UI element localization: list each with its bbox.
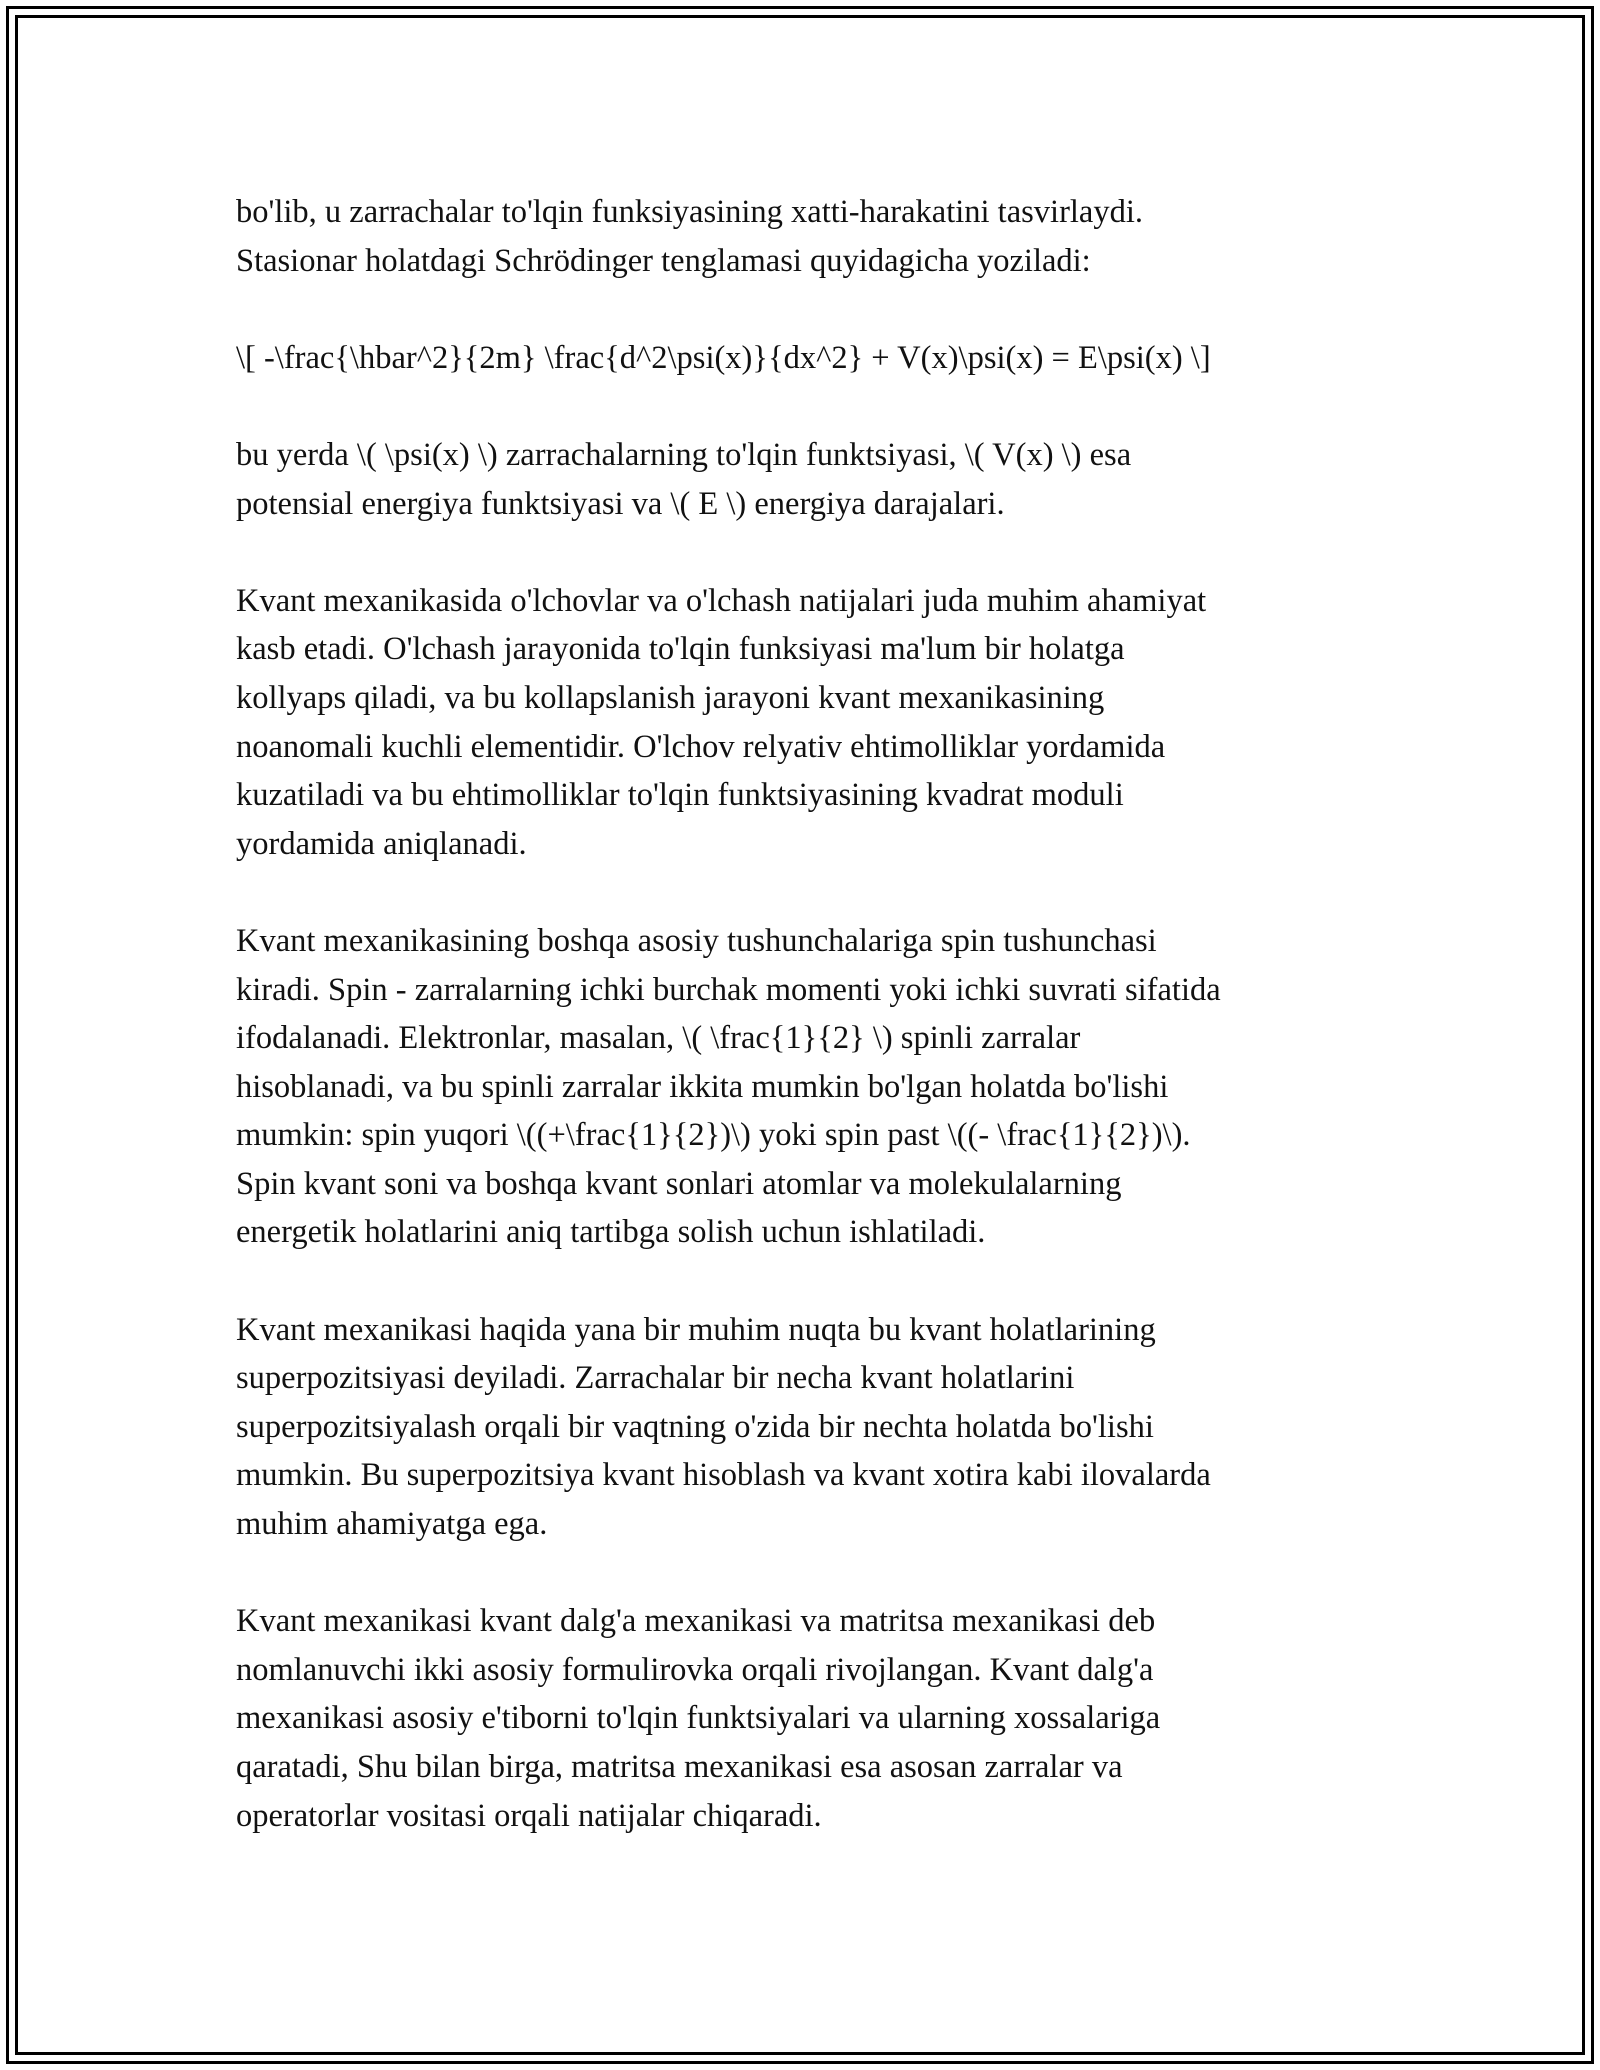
text-line: noanomali kuchli elementidir. O'lchov relyativ ehtimolliklar yordamida [236, 728, 1166, 765]
text-line: operatorlar vositasi orqali natijalar chiqaradi. [236, 1797, 822, 1834]
text-line: bu yerda \( \psi(x) \) zarrachalarning to'lqin funktsiyasi, \( V(x) \) esa [236, 436, 1132, 473]
text-line: muhim ahamiyatga ega. [236, 1506, 548, 1543]
text-line: nomlanuvchi ikki asosiy formulirovka orqali rivojlangan. Kvant dalg'a [236, 1651, 1154, 1688]
text-line: qaratadi, Shu bilan birga, matritsa mexanikasi esa asosan zarralar va [236, 1749, 1123, 1785]
paragraph-equation [236, 334, 1366, 383]
text-line: mexanikasi asosiy e'tiborni to'lqin funktsiyalari va ularning xossalariga [236, 1700, 1161, 1737]
equation-line: \[ -\frac{\hbar^2}{2m} \frac{d^2\psi(x)}{dx^2} + V(x)\psi(x) = E\psi(x) \] [236, 339, 1211, 376]
paragraph-intro-schrodinger [236, 188, 1366, 285]
paragraph-measurement [236, 577, 1366, 869]
text-line: Spin kvant soni va boshqa kvant sonlari atomlar va molekulalarning [236, 1165, 1122, 1202]
text-line: kollyaps qiladi, va bu kollapslanish jarayoni kvant mexanikasining [236, 679, 1105, 716]
text-line: ifodalanadi. Elektronlar, masalan, \( \frac{1}{2} \) spinli zarralar [236, 1020, 1081, 1057]
text-line: kasb etadi. O'lchash jarayonida to'lqin funksiyasi ma'lum bir holatga [236, 631, 1125, 668]
text-line: Kvant mexanikasining boshqa asosiy tushunchalariga spin tushunchasi [236, 922, 1157, 959]
text-line: Kvant mexanikasi kvant dalg'a mexanikasi va matritsa mexanikasi deb [236, 1603, 1156, 1640]
paragraph-spin [236, 917, 1366, 1257]
text-line: bo'lib, u zarrachalar to'lqin funksiyasining xatti-harakatini tasvirlaydi. [236, 194, 1144, 230]
paragraph-superposition [236, 1306, 1366, 1549]
text-line: potensial energiya funktsiyasi va \( E \) energiya darajalari. [236, 485, 1005, 522]
text-line: mumkin: spin yuqori \((+\frac{1}{2})\) yoki spin past \((- \frac{1}{2})\). [236, 1117, 1191, 1154]
text-line: kuzatiladi va bu ehtimolliklar to'lqin funktsiyasining kvadrat moduli [236, 777, 1124, 814]
text-line: kiradi. Spin - zarralarning ichki burchak momenti yoki ichki suvrati sifatida [236, 971, 1221, 1008]
document-body [236, 188, 1366, 1889]
text-line: Kvant mexanikasida o'lchovlar va o'lchash natijalari juda muhim ahamiyat [236, 582, 1207, 619]
text-line: mumkin. Bu superpozitsiya kvant hisoblash va kvant xotira kabi ilovalarda [236, 1457, 1211, 1494]
text-line: Kvant mexanikasi haqida yana bir muhim nuqta bu kvant holatlarining [236, 1311, 1156, 1348]
text-line: energetik holatlarini aniq tartibga solish uchun ishlatiladi. [236, 1214, 986, 1251]
text-line: Stasionar holatdagi Schrödinger tenglamasi quyidagicha yoziladi: [236, 242, 1091, 279]
text-line: hisoblanadi, va bu spinli zarralar ikkita mumkin bo'lgan holatda bo'lishi [236, 1068, 1169, 1105]
text-line: superpozitsiyalash orqali bir vaqtning o'zida bir nechta holatda bo'lishi [236, 1408, 1154, 1445]
paragraph-equation-explanation [236, 431, 1366, 528]
text-line: yordamida aniqlanadi. [236, 825, 527, 862]
paragraph-formulations [236, 1597, 1366, 1840]
text-line: superpozitsiyasi deyiladi. Zarrachalar bir necha kvant holatlarini [236, 1360, 1075, 1397]
